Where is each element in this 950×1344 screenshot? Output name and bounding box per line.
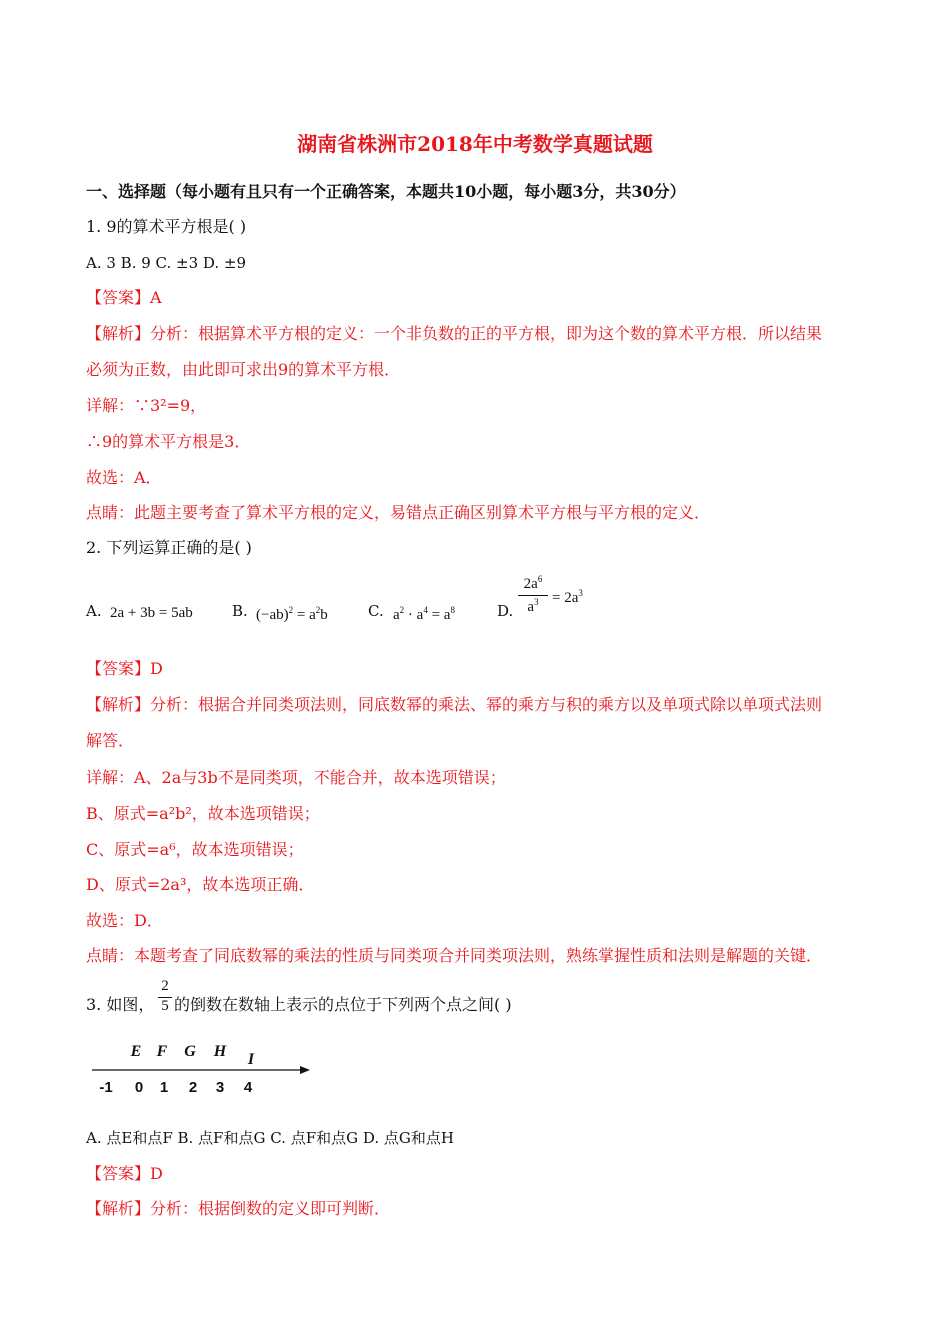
q1-detail-line1: 详解：∵3²=9， <box>86 396 207 415</box>
q2-option-b-label: B. <box>232 602 248 620</box>
q1-options: A. 3 B. 9 C. ±3 D. ±9 <box>86 254 247 272</box>
page-title: 湖南省株洲市2018年中考数学真题试题 <box>297 132 653 156</box>
q2-answer: 【答案】D <box>86 659 163 678</box>
q1-detail-line2: ∴9的算术平方根是3． <box>86 432 251 451</box>
axis-point-label: F <box>156 1043 168 1060</box>
axis-point-label: E <box>130 1043 142 1060</box>
axis-number-label: 2 <box>188 1079 198 1096</box>
axis-point-label: H <box>213 1043 227 1060</box>
q2-detail-line1: 详解：A、2a与3b不是同类项，不能合并，故本选项错误； <box>86 768 506 787</box>
q2-stem: 2. 下列运算正确的是( ) <box>86 538 252 557</box>
q2-detail-line3: C、原式=a⁶，故本选项错误； <box>86 840 304 859</box>
number-line-figure <box>86 1040 326 1100</box>
q1-stem: 1. 9的算术平方根是( ) <box>86 217 247 236</box>
q2-option-a-label: A. <box>86 602 102 620</box>
q1-comment: 点睛：此题主要考查了算术平方根的定义，易错点正确区别算术平方根与平方根的定义． <box>86 503 711 522</box>
q1-analysis-line2: 必须为正数，由此即可求出9的算术平方根． <box>86 360 401 379</box>
number-line-arrow-icon <box>300 1066 310 1074</box>
axis-number-label: 3 <box>215 1079 225 1096</box>
q1-analysis-line1: 【解析】分析：根据算术平方根的定义：一个非负数的正的平方根，即为这个数的算术平方根．所以结果 <box>86 324 823 343</box>
q3-analysis: 【解析】分析：根据倒数的定义即可判断． <box>86 1199 391 1218</box>
q2-detail-line4: D、原式=2a³，故本选项正确． <box>86 875 315 894</box>
q2-option-d-label: D. <box>497 602 514 620</box>
q2-option-d-rhs: = $2a^3$ <box>552 588 583 606</box>
q3-answer: 【答案】D <box>86 1164 163 1183</box>
q1-answer: 【答案】A <box>86 288 162 307</box>
q1-choice: 故选：A． <box>86 468 162 487</box>
q2-analysis-line1: 【解析】分析：根据合并同类项法则，同底数幂的乘法、幂的乘方与积的乘方以及单项式除以单项式法则 <box>86 695 823 714</box>
q2-option-c-label: C. <box>368 602 384 620</box>
q3-stem-suffix: 的倒数在数轴上表示的点位于下列两个点之间( ) <box>174 995 512 1014</box>
q3-options: A. 点E和点F B. 点F和点G C. 点F和点G D. 点G和点H <box>86 1129 454 1147</box>
axis-number-label: -1 <box>99 1079 113 1096</box>
q2-option-d-fraction: $\frac{2a^6}{a^3}$ <box>518 574 548 616</box>
q2-comment: 点睛：本题考查了同底数幂的乘法的性质与同类项合并同类项法则，熟练掌握性质和法则是解题的关键． <box>86 946 823 965</box>
axis-point-label: G <box>184 1043 196 1060</box>
axis-number-label: 1 <box>159 1079 169 1096</box>
axis-number-label: 0 <box>134 1079 144 1096</box>
q3-fraction: $\frac{2}{5}$ <box>158 978 172 1015</box>
q2-option-a: 2a + 3b = 5ab <box>110 605 193 621</box>
axis-number-label: 4 <box>243 1079 253 1096</box>
axis-point-label: I <box>247 1051 255 1068</box>
q2-option-c: $a^2 \cdot a^4 = a^8$ <box>393 605 455 623</box>
q2-option-b: $(-ab)^2 = a^2b$ <box>256 605 328 623</box>
q3-stem-prefix: 3. 如图， <box>86 995 155 1014</box>
q2-detail-line2: B、原式=a²b²，故本选项错误； <box>86 804 320 823</box>
section-heading: 一、选择题（每小题有且只有一个正确答案，本题共10小题，每小题3分，共30分） <box>86 182 686 201</box>
q2-analysis-line2: 解答． <box>86 731 135 750</box>
q2-choice: 故选：D． <box>86 911 163 930</box>
